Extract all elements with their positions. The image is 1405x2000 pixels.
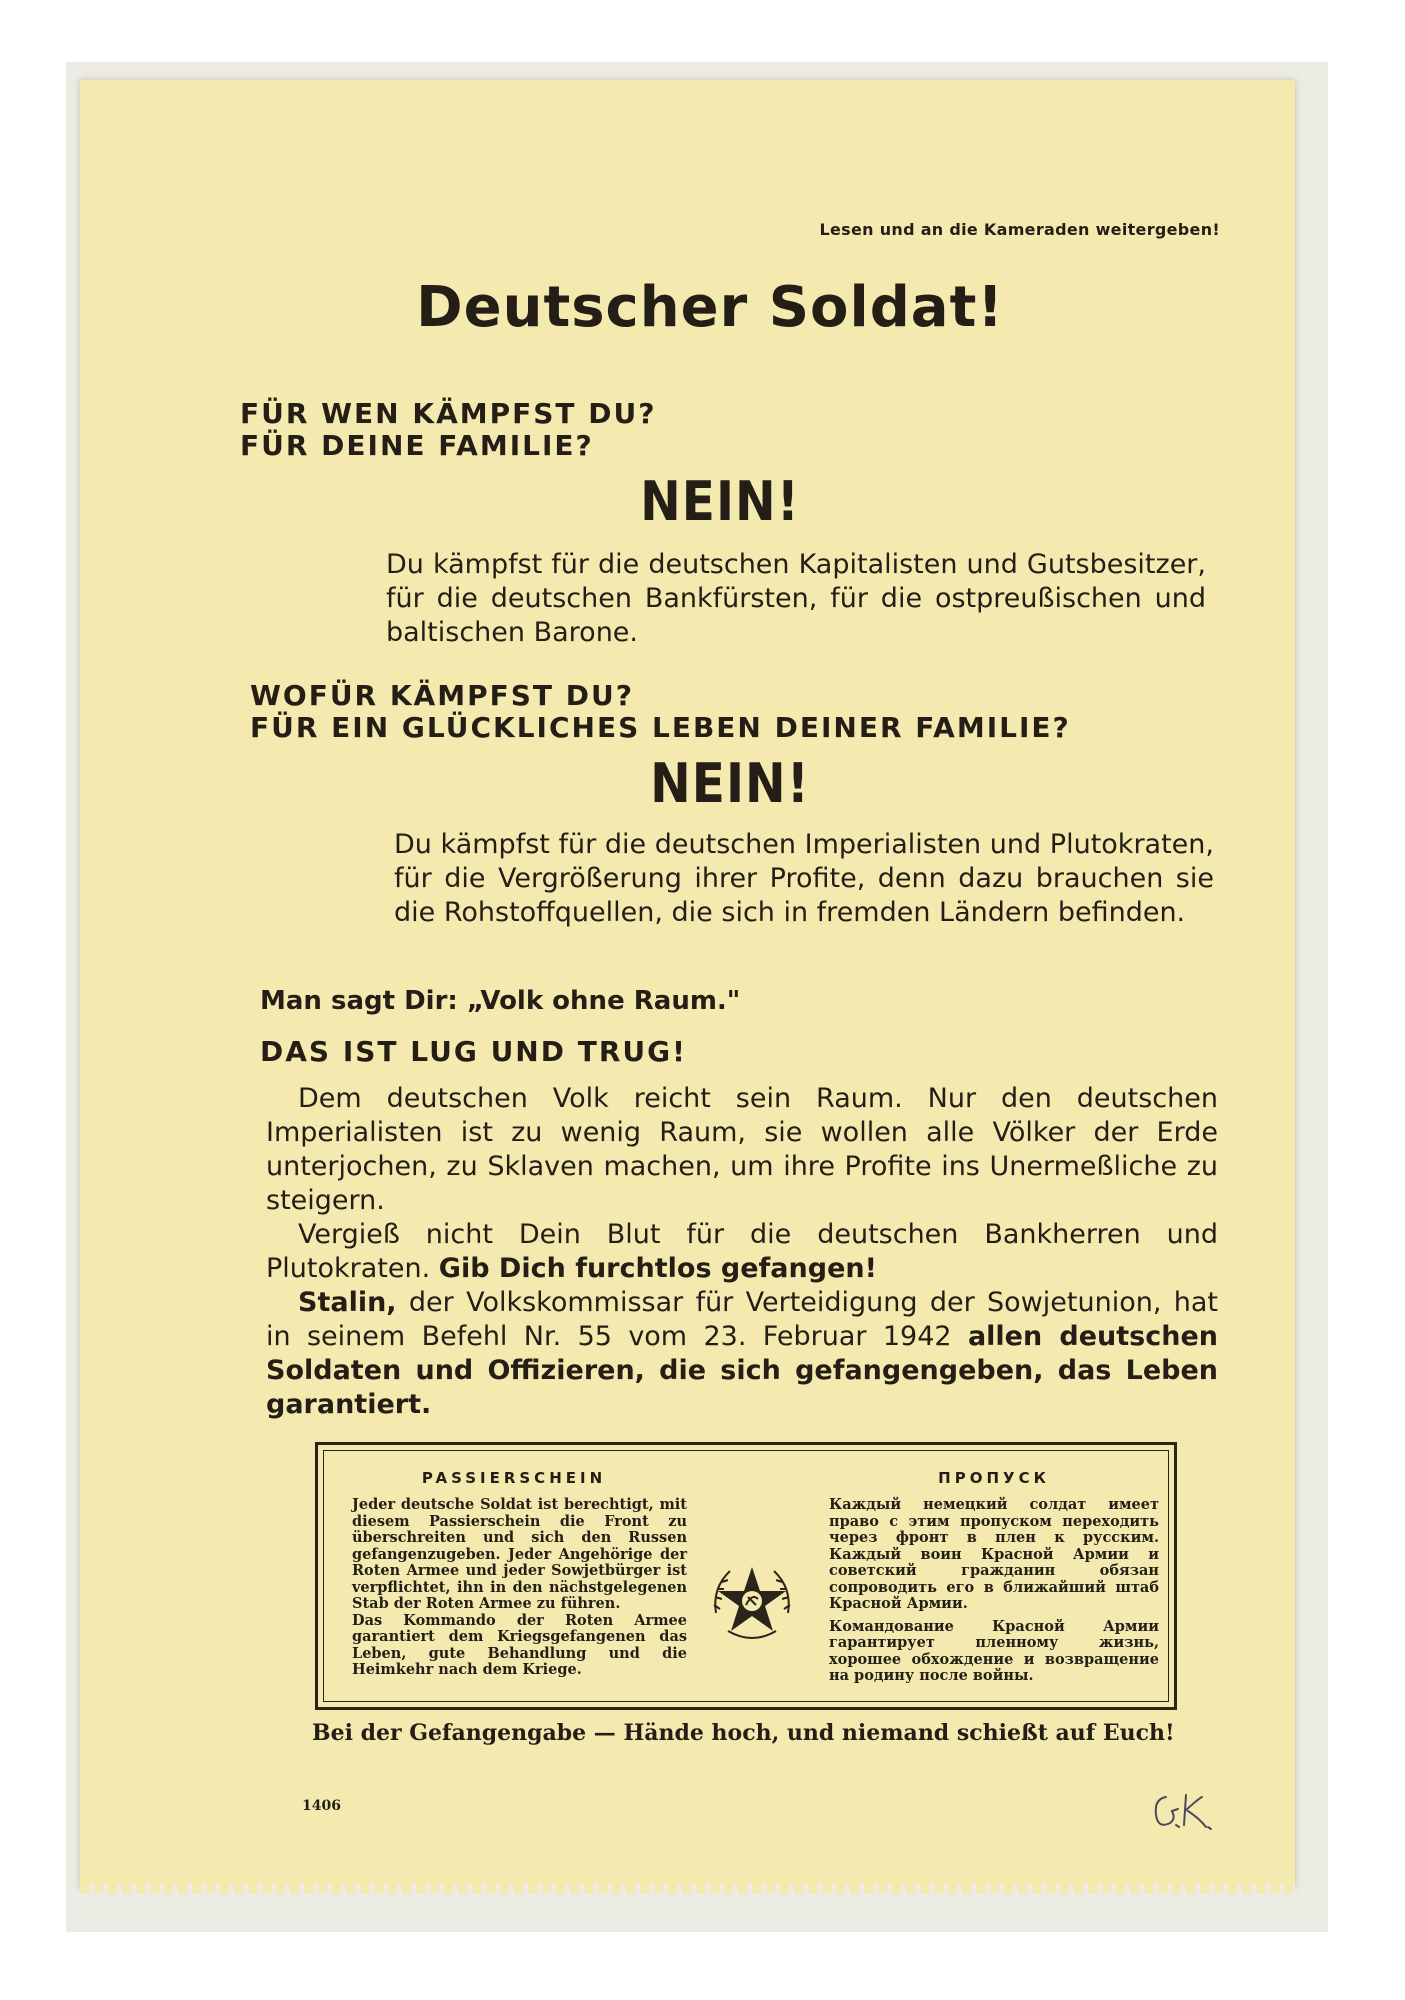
paragraph-3-part-3-plain: der Volkskommissar für Verteidigung der Sowjetunion, hat in seinem Befehl Nr. 55 vom 23. Februar 1942 (266, 1287, 1218, 1352)
soviet-star-emblem-icon (702, 1553, 802, 1653)
paragraph-3-part-2 (266, 1218, 1218, 1286)
question-1-line-2: FÜR DEINE FAMILIE? (240, 429, 594, 462)
answer-2: NEIN! (650, 752, 810, 815)
saying-line: Man sagt Dir: „Volk ohne Raum." (260, 986, 741, 1016)
paragraph-3 (266, 1082, 1218, 1422)
propusk-ru-text-1: Каждый немецкий солдат имеет право с этим пропуском переходить через фронт в плен к русским. Каждый воин Красной Армии и советский гражданин обязан сопроводить его в ближайший штаб Красной Армии. (829, 1496, 1159, 1612)
handwritten-signature (1148, 1785, 1218, 1835)
propusk-ru-title: ПРОПУСК (938, 1469, 1050, 1487)
leaflet-page (80, 80, 1295, 1888)
footer-line: Bei der Gefangengabe — Hände hoch, und niemand schießt auf Euch! (312, 1720, 1175, 1746)
page-title: Deutscher Soldat! (416, 275, 1004, 340)
paragraph-3-part-2-plain: Vergieß nicht Dein Blut für die deutschen Bankherren und Plutokraten. (266, 1219, 1218, 1284)
surrender-call: Gib Dich furchtlos gefangen! (438, 1253, 877, 1284)
answer-1: NEIN! (640, 470, 800, 533)
passierschein-de-text-2: Das Kommando der Roten Armee garantiert dem Kriegsgefangenen das Leben, gute Behandlung und die Heimkehr nach dem Kriege. (352, 1611, 687, 1678)
question-2-line-2: FÜR EIN GLÜCKLICHES LEBEN DEINER FAMILIE? (250, 711, 1071, 744)
passierschein-box (315, 1442, 1177, 1710)
passierschein-de-text-1: Jeder deutsche Soldat ist berechtigt, mit diesem Passierschein die Front zu überschreiten und sich den Russen gefangenzugeben. Jeder Angehörige der Roten Armee und jeder Sowjetbürger ist verpflichtet, ihn in den nächstgelegenen Stab der Roten Armee zu führen. (352, 1496, 687, 1612)
question-1-line-1: FÜR WEN KÄMPFST DU? (240, 397, 657, 430)
question-2-line-1: WOFÜR KÄMPFST DU? (250, 679, 634, 712)
paragraph-1: Du kämpfst für die deutschen Kapitalisten und Gutsbesitzer, für die deutschen Bankfürsten, für die ostpreußischen und baltischen Barone. (386, 549, 1206, 648)
header-note: Lesen und an die Kameraden weitergeben! (819, 220, 1220, 239)
question-block-1 (240, 398, 940, 462)
question-block-2 (250, 680, 1230, 744)
paragraph-2: Du kämpfst für die deutschen Imperialisten und Plutokraten, für die Vergrößerung ihrer Profite, denn dazu brauchen sie die Rohstoffquellen, die sich in fremden Ländern befinden. (394, 829, 1214, 928)
stalin-name: Stalin, (298, 1287, 397, 1318)
lug-und-trug-heading: DAS IST LUG UND TRUG! (260, 1035, 687, 1068)
print-number: 1406 (302, 1798, 341, 1814)
paragraph-3-part-1: Dem deutschen Volk reicht sein Raum. Nur den deutschen Imperialisten ist zu wenig Raum, sie wollen alle Völker der Erde unterjochen, zu Sklaven machen, um ihre Profite ins Unermeßliche zu steigern. (266, 1083, 1218, 1216)
passierschein-de-title: PASSIERSCHEIN (421, 1469, 607, 1487)
passierschein-de-text (352, 1497, 687, 1679)
passierschein-inner-frame (323, 1450, 1169, 1702)
propusk-ru-text (829, 1497, 1159, 1685)
life-guarantee: allen deutschen Soldaten und Offizieren, die sich gefangengeben, das Leben garantiert. (266, 1321, 1218, 1420)
paragraph-3-part-3 (266, 1286, 1218, 1422)
propusk-ru-text-2: Командование Красной Армии гарантирует пленному жизнь, хорошее обхождение и возвращение на родину после войны. (829, 1617, 1159, 1684)
